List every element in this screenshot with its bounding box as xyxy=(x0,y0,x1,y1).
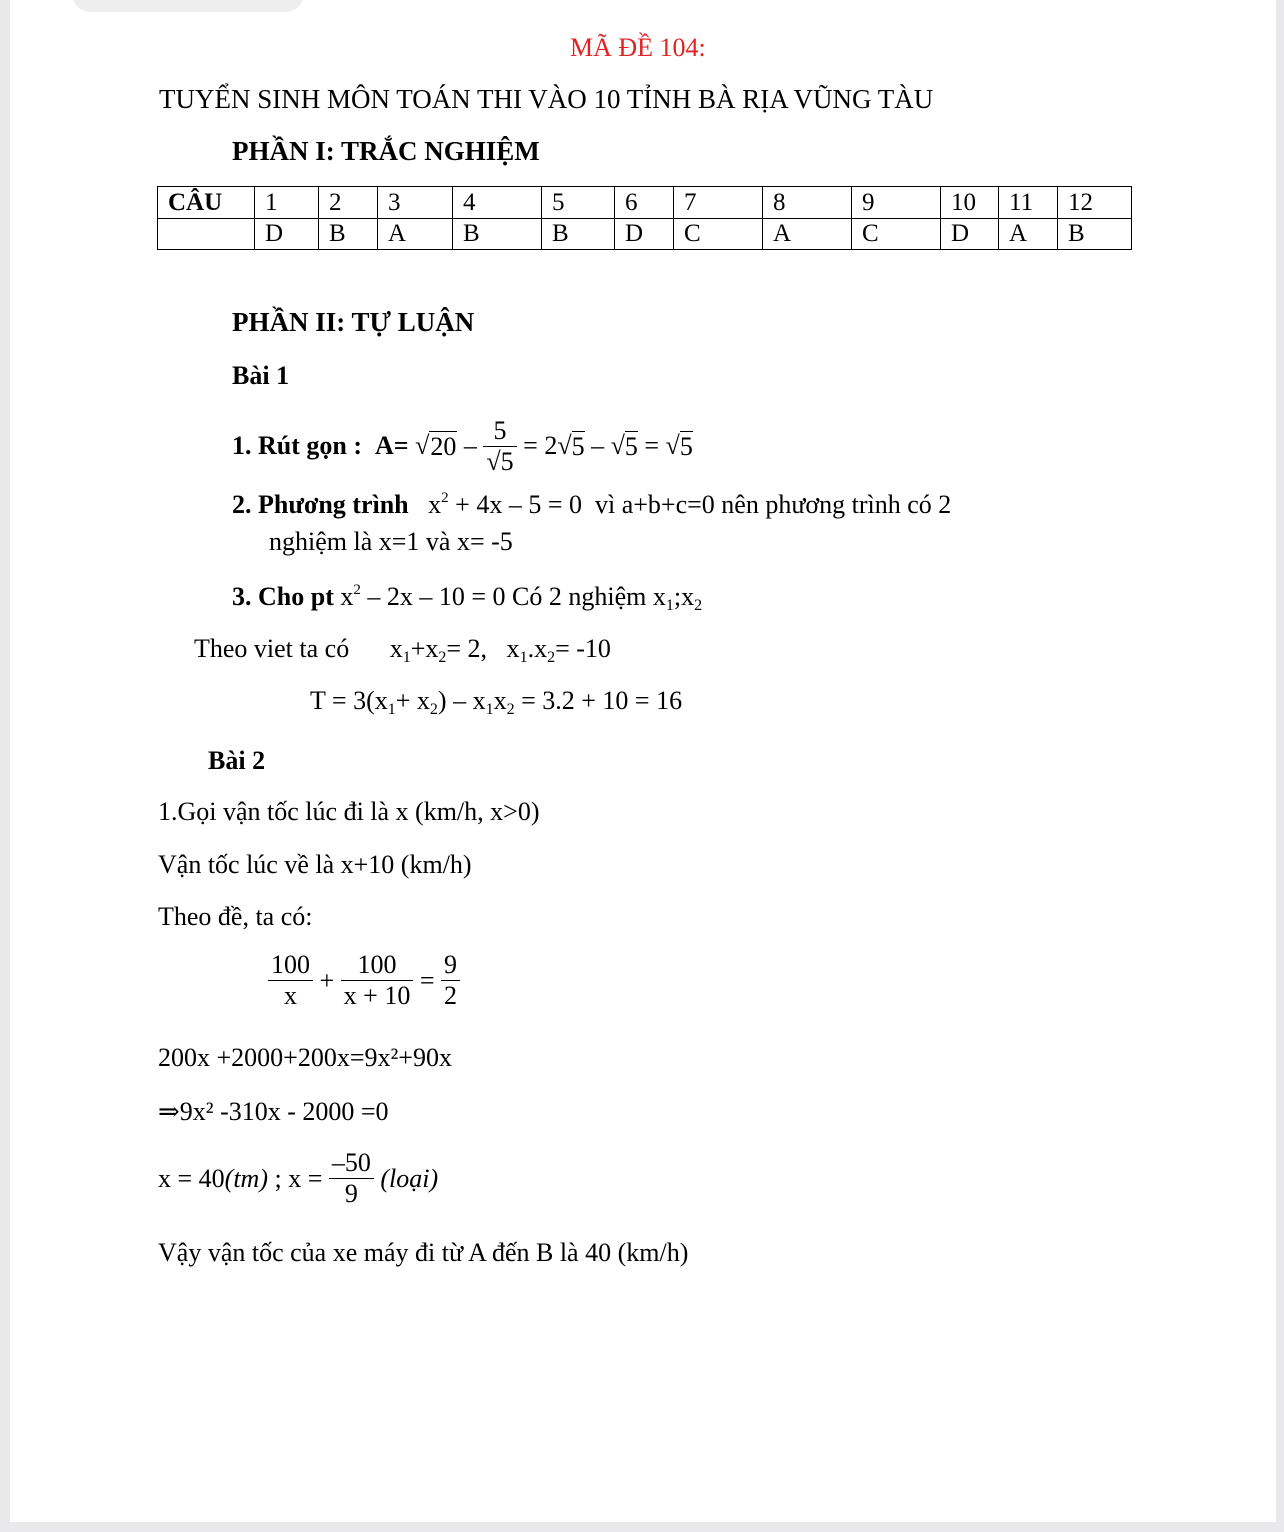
bai2-line3: Theo đề, ta có: xyxy=(158,902,313,931)
answer-cell: D xyxy=(941,219,999,250)
item2-label: 2. Phương trình xyxy=(232,490,409,519)
window-tab-edge xyxy=(72,0,304,12)
question-cell: 12 xyxy=(1058,187,1132,219)
item3-label: 3. Cho pt xyxy=(232,582,334,611)
answer-cell: A xyxy=(378,219,453,250)
question-cell: 7 xyxy=(674,187,763,219)
bai2-eq2: 200x +2000+200x=9x²+90x xyxy=(158,1043,452,1072)
document-title: TUYỂN SINH MÔN TOÁN THI VÀO 10 TỈNH BÀ RỊA VŨNG TÀU xyxy=(159,84,934,114)
bai1-item3: 3. Cho pt $x^2 - 2x - 10 = 0$ Có 2 nghiệm $x_1;x_2$ xyxy=(232,582,703,614)
question-cell: 3 xyxy=(378,187,453,219)
item2-equation: $x^2 + 4x - 5 = 0$ xyxy=(428,490,582,519)
item2-tail: vì a+b+c=0 nên phương trình có 2 xyxy=(594,490,952,519)
part2-heading: PHẦN II: TỰ LUẬN xyxy=(232,307,475,337)
answer-cell: C xyxy=(852,219,941,250)
t-equation: $T = 3(x_1+ x_2) - x_1x_2 = 3.2 + 10 = 16$ xyxy=(310,686,683,718)
bai1-title: Bài 1 xyxy=(232,361,290,390)
sol-tm: (tm) xyxy=(224,1163,268,1193)
answer-cell: A xyxy=(763,219,852,250)
bai2-line2: Vận tốc lúc về là x+10 (km/h) xyxy=(158,850,472,879)
viet-label: Theo viet ta có xyxy=(194,634,350,663)
question-cell: 2 xyxy=(319,187,378,219)
answer-cell: D xyxy=(615,219,674,250)
question-cell: 9 xyxy=(852,187,941,219)
answer-cell-empty xyxy=(158,219,255,250)
bai2-conclusion: Vậy vận tốc của xe máy đi từ A đến B là 40 (km/h) xyxy=(158,1238,689,1267)
question-cell: 8 xyxy=(763,187,852,219)
question-cell: 10 xyxy=(941,187,999,219)
exam-code: MÃ ĐỀ 104: xyxy=(570,33,706,62)
answer-cell: B xyxy=(1058,219,1132,250)
item1-formula: √ 20 – $\frac{5}{√5}$ = 2√ 5 – √ 5 = √ 5 xyxy=(415,415,693,476)
item2-line2: nghiệm là x=1 và x= -5 xyxy=(269,527,513,556)
document-page xyxy=(10,0,1276,1522)
question-cell: 6 xyxy=(615,187,674,219)
sol-loai: (loại) xyxy=(380,1163,439,1193)
answer-cell: B xyxy=(453,219,542,250)
bai2-fraction-equation: $\frac{100}{x}$ + $\frac{100}{x + 10}$ = $\frac{9}{2}$ xyxy=(268,950,460,1011)
viet-equation: $x_1+x_2= 2$, $x_1.x_2= -10$ xyxy=(389,634,611,666)
bai2-eq3: ⇒9x² -310x - 2000 =0 xyxy=(158,1097,389,1126)
table-row-questions xyxy=(158,187,1132,219)
question-cell: 1 xyxy=(255,187,319,219)
bai2-title: Bài 2 xyxy=(208,746,266,775)
bai2-solutions: x = 40 (tm) ; x = $\frac{-50}{9}$ (loại) xyxy=(158,1148,439,1208)
answer-cell: A xyxy=(999,219,1058,250)
part1-heading: PHẦN I: TRẮC NGHIỆM xyxy=(232,136,540,166)
answer-cell: C xyxy=(674,219,763,250)
table-header-cau: CÂU xyxy=(158,187,255,219)
answer-cell: B xyxy=(319,219,378,250)
answer-cell: D xyxy=(255,219,319,250)
question-cell: 11 xyxy=(999,187,1058,219)
item1-a: A= xyxy=(375,431,409,460)
bai2-line1: 1.Gọi vận tốc lúc đi là x (km/h, x>0) xyxy=(158,797,540,826)
answer-cell: B xyxy=(542,219,615,250)
question-cell: 4 xyxy=(453,187,542,219)
question-cell: 5 xyxy=(542,187,615,219)
item3-tail: Có 2 nghiệm x xyxy=(512,582,666,611)
answer-table xyxy=(157,186,1132,250)
bai1-item2 xyxy=(232,490,951,520)
table-row-answers xyxy=(158,219,1132,250)
bai1-item1 xyxy=(232,412,693,480)
item3-equation: $x^2 - 2x - 10 = 0$ xyxy=(340,582,506,611)
viet-line xyxy=(194,634,611,664)
item1-label: 1. Rút gọn : xyxy=(232,431,363,460)
